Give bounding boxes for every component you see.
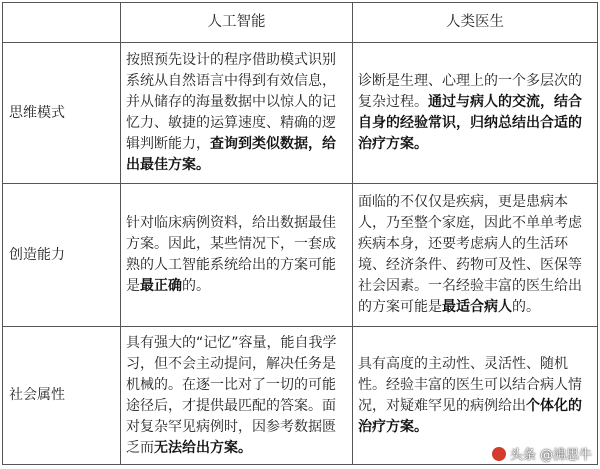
bold-text: 个体化的治疗方案。 [358,397,582,435]
cell-ai-thinking [121,43,353,184]
body-text: 面临的不仅仅是疾病，更是患病本人，乃至整个家庭，因此不单单考虑疾病本身，还要考虑病人的生活环境、经济条件、药物可及性、医保等社会因素。一名经验丰富的医生给出的方案可能是 [358,194,582,315]
body-text: 按照预先设计的程序借助模式识别系统从自然语言中得到有效信息，并从储存的海量数据中以惊人的记忆力、敏捷的运算速度、精确的逻辑判断能力， [126,52,336,152]
body-text: 诊断是生理、心理上的一个多层次的复杂过程。 [358,73,582,110]
bold-text: 通过与病人的交流，结合自身的经验常识，归纳总结出合适的治疗方案。 [358,94,582,152]
cell-doctor-creativity [353,184,598,327]
header-corner [3,3,121,43]
watermark-text: 头条 @沸思牛 [509,448,592,463]
header-row [3,3,598,43]
table-row [3,43,598,184]
bold-text: 查询到类似数据，给出最佳方案。 [126,136,336,173]
bold-text: 无法给出方案。 [154,439,252,456]
header-doctor: 人类医生 [353,3,598,43]
body-text: 的。 [182,278,210,294]
body-text: 的。 [512,299,540,315]
body-text: 具有强大的“记忆”容量，能自我学习，但不会主动提问，解决任务是机械的。在逐一比对了一切的可能途径后，才提供最匹配的答案。面对复杂罕见病例时，因参考数据匮乏而 [126,334,337,456]
toutiao-logo-icon [492,447,506,461]
table-row [3,184,598,327]
header-ai: 人工智能 [121,3,353,43]
row-label-creativity: 创造能力 [3,184,121,327]
cell-ai-creativity [121,184,353,327]
watermark [492,444,592,463]
cell-doctor-thinking [353,43,598,184]
cell-ai-social [121,327,353,465]
body-text: 针对临床病例资料，给出数据最佳方案。因此，某些情况下，一套成熟的人工智能系统给出的方案可能是 [126,215,336,294]
body-text: 具有高度的主动性、灵活性、随机性。经验丰富的医生可以结合病人情况，对疑难罕见的病例给出 [358,355,582,414]
row-label-thinking: 思维模式 [3,43,121,184]
bold-text: 最适合病人 [442,299,512,315]
row-label-social: 社会属性 [3,327,121,465]
bold-text: 最正确 [140,278,182,294]
comparison-table [2,2,598,465]
